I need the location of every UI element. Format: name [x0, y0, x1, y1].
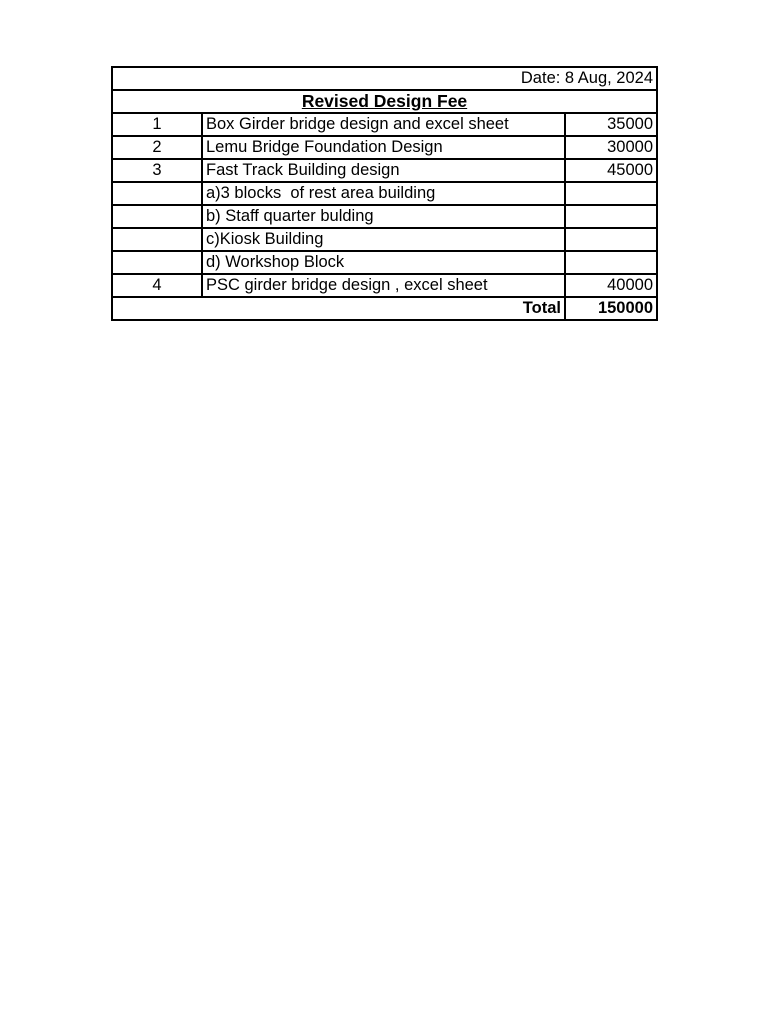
item-number — [112, 205, 202, 228]
table-row — [112, 251, 657, 274]
item-number: 1 — [112, 113, 202, 136]
total-row — [112, 297, 657, 320]
fee-table — [111, 66, 658, 321]
item-number: 3 — [112, 159, 202, 182]
date-row — [112, 67, 657, 90]
total-value: 150000 — [565, 297, 657, 320]
item-number — [112, 228, 202, 251]
title-row — [112, 90, 657, 113]
item-amount: 35000 — [565, 113, 657, 136]
item-amount — [565, 251, 657, 274]
total-label: Total — [112, 297, 565, 320]
table-row — [112, 228, 657, 251]
table-title: Revised Design Fee — [112, 90, 657, 113]
item-description: PSC girder bridge design , excel sheet — [202, 274, 565, 297]
item-description: a)3 blocks of rest area building — [202, 182, 565, 205]
table-row — [112, 182, 657, 205]
table-row — [112, 159, 657, 182]
item-amount — [565, 205, 657, 228]
date-cell: Date: 8 Aug, 2024 — [112, 67, 657, 90]
item-number — [112, 251, 202, 274]
item-amount — [565, 182, 657, 205]
item-number: 4 — [112, 274, 202, 297]
item-description: b) Staff quarter bulding — [202, 205, 565, 228]
item-description: Box Girder bridge design and excel sheet — [202, 113, 565, 136]
table-row — [112, 113, 657, 136]
item-amount: 45000 — [565, 159, 657, 182]
table-row — [112, 205, 657, 228]
table-row — [112, 136, 657, 159]
item-description: Lemu Bridge Foundation Design — [202, 136, 565, 159]
item-amount: 30000 — [565, 136, 657, 159]
item-number — [112, 182, 202, 205]
item-description: c)Kiosk Building — [202, 228, 565, 251]
table-row — [112, 274, 657, 297]
item-description: d) Workshop Block — [202, 251, 565, 274]
fee-sheet — [111, 66, 656, 321]
item-amount: 40000 — [565, 274, 657, 297]
item-description: Fast Track Building design — [202, 159, 565, 182]
item-amount — [565, 228, 657, 251]
item-number: 2 — [112, 136, 202, 159]
